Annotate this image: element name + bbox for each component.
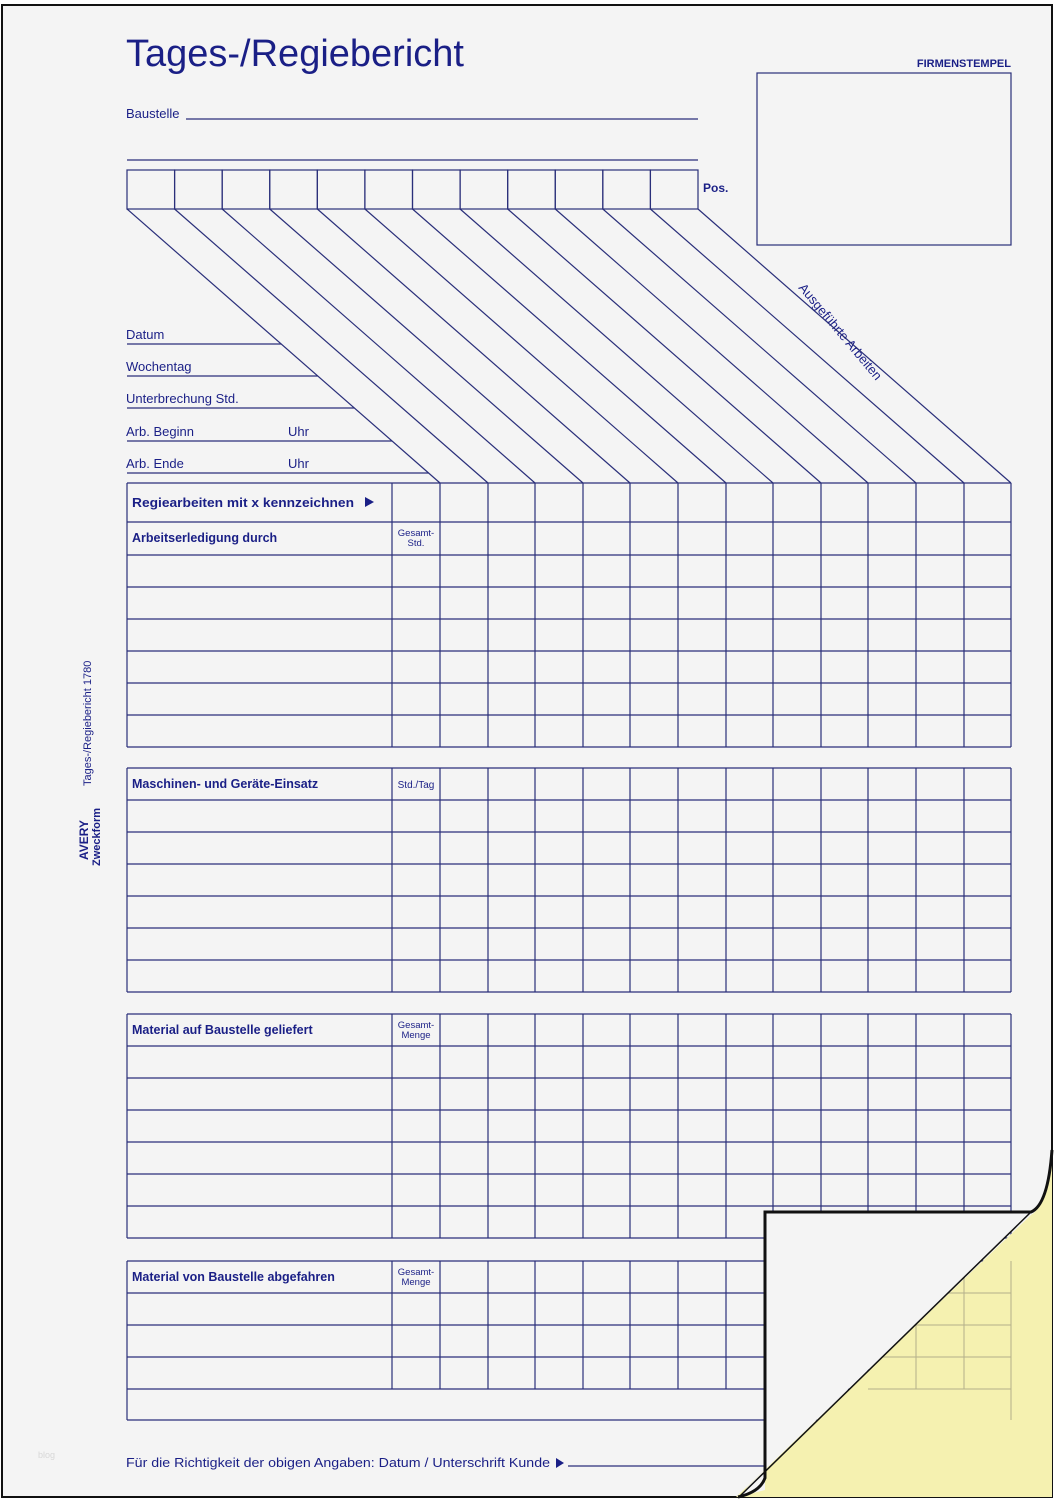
table-cell-input[interactable]	[128, 588, 391, 618]
column-header: Gesamt-	[397, 1020, 435, 1031]
section-title: Material auf Baustelle geliefert	[132, 1023, 313, 1037]
table-cell-input[interactable]	[128, 897, 391, 927]
table-cell-input[interactable]	[128, 1079, 391, 1109]
pos-label: Pos.	[703, 181, 729, 195]
table-cell-input[interactable]	[128, 929, 391, 959]
column-header: Menge	[401, 1030, 431, 1041]
section-title: Arbeitserledigung durch	[132, 531, 278, 545]
table-cell-input[interactable]	[128, 684, 391, 714]
mark-instruction: Regiearbeiten mit x kennzeichnen	[132, 496, 354, 510]
table-cell-input[interactable]	[128, 865, 391, 895]
table-cell-input[interactable]	[128, 1326, 391, 1356]
table-cell-input[interactable]	[128, 652, 391, 682]
stamp-label: FIRMENSTEMPEL	[916, 58, 1011, 70]
diagonal-label: Ausgeführte Arbeiten	[795, 280, 886, 383]
table-cell-input[interactable]	[128, 1143, 391, 1173]
table-cell-input[interactable]	[128, 961, 391, 991]
section-title: Material von Baustelle abgefahren	[132, 1270, 335, 1284]
table-cell-input[interactable]	[128, 1207, 391, 1237]
table-cell-input[interactable]	[128, 716, 391, 746]
table-cell-input[interactable]	[128, 1358, 391, 1388]
column-header: Gesamt-	[397, 1267, 435, 1278]
table-cell-input[interactable]	[128, 833, 391, 863]
table-cell-input[interactable]	[128, 1047, 391, 1077]
field-unit: Uhr	[288, 456, 309, 471]
table-cell-input[interactable]	[128, 1175, 391, 1205]
svg-text:Zweckform: Zweckform	[91, 807, 103, 866]
column-header: Menge	[401, 1277, 431, 1288]
watermark: blog	[38, 1450, 56, 1460]
column-header: Std.	[407, 538, 425, 549]
field-label: Datum	[126, 327, 165, 342]
site-label: Baustelle	[126, 106, 180, 121]
column-header: Std./Tag	[397, 780, 435, 791]
table-cell-input[interactable]	[128, 1111, 391, 1141]
table-cell-input[interactable]	[128, 620, 391, 650]
footer-label: Für die Richtigkeit der obigen Angaben: Datum / Unterschrift Kunde	[126, 1455, 550, 1470]
side-label: Tages-/Regiebericht 1780	[82, 660, 94, 786]
table-cell-input[interactable]	[128, 556, 391, 586]
field-label: Unterbrechung Std.	[126, 391, 239, 406]
field-label: Wochentag	[126, 359, 192, 374]
table-cell-input[interactable]	[128, 801, 391, 831]
section-title: Maschinen- und Geräte-Einsatz	[132, 777, 319, 791]
field-label: Arb. Beginn	[126, 424, 194, 439]
svg-text:AVERY: AVERY	[77, 819, 91, 860]
column-header: Gesamt-	[397, 528, 435, 539]
form-title: Tages-/Regiebericht	[126, 33, 464, 75]
table-cell-input[interactable]	[128, 1294, 391, 1324]
field-unit: Uhr	[288, 424, 309, 439]
field-label: Arb. Ende	[126, 456, 184, 471]
